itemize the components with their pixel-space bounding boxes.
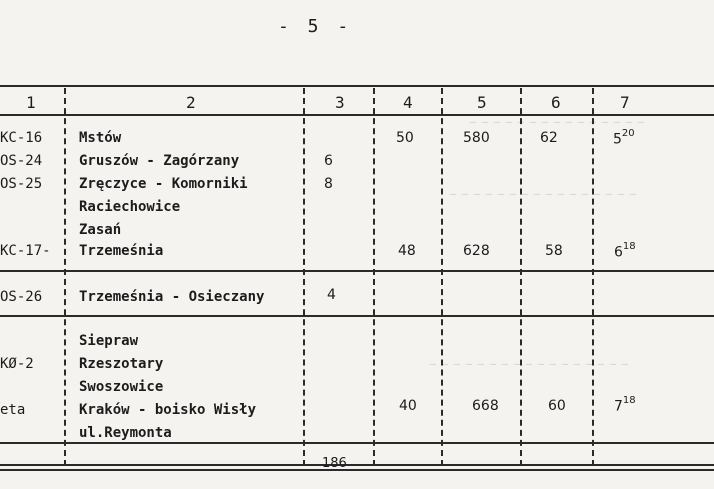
double-rule-top bbox=[0, 464, 714, 466]
cell-col6: 58 bbox=[545, 243, 563, 259]
column-header: 4 bbox=[403, 93, 413, 112]
row-name: Raciechowice bbox=[79, 199, 181, 215]
row-code: OS-26 bbox=[0, 289, 43, 305]
row-name: Zręczyce - Komorniki bbox=[79, 176, 248, 192]
bleed-through-text: — — — — — — — — — — — — — — — — — bbox=[430, 360, 629, 371]
row-code: KC-17- bbox=[0, 243, 51, 259]
row-name: ul.Reymonta bbox=[79, 425, 172, 441]
cell-col4: 48 bbox=[398, 243, 416, 259]
column-header: 7 bbox=[620, 93, 630, 112]
cell-col7: $7^{18}$ bbox=[614, 395, 636, 415]
row-name: Mstów bbox=[79, 130, 122, 146]
header-rule bbox=[0, 114, 714, 116]
row-name: Trzemeśnia - Osieczany bbox=[79, 289, 265, 305]
row-name: Siepraw bbox=[79, 333, 139, 349]
table-top-rule bbox=[0, 85, 714, 87]
column-separator bbox=[64, 88, 66, 466]
cell-col4: 40 bbox=[399, 398, 417, 414]
cell-col3: 4 bbox=[327, 287, 336, 303]
cell-col3: 6 bbox=[324, 153, 333, 169]
cell-col5: 668 bbox=[472, 398, 499, 414]
row-name: Swoszowice bbox=[79, 379, 164, 395]
row-name: Kraków - boisko Wisły bbox=[79, 402, 257, 418]
column-separator bbox=[441, 88, 443, 466]
cell-col5: 580 bbox=[463, 130, 490, 146]
cell-col5: 628 bbox=[463, 243, 490, 259]
row-code: eta bbox=[0, 402, 26, 418]
cell-col3: 8 bbox=[324, 176, 333, 192]
row-name: Gruszów - Zagórzany bbox=[79, 153, 240, 169]
column-header: 5 bbox=[477, 93, 487, 112]
cell-col6: 60 bbox=[548, 398, 566, 414]
column-separator bbox=[592, 88, 594, 466]
row-code: KC-16 bbox=[0, 130, 43, 146]
row-name: Zasań bbox=[79, 222, 122, 238]
cell-col7: $6^{18}$ bbox=[614, 241, 636, 261]
bleed-through-text: — — — — — — — — — — — — — — — bbox=[470, 118, 645, 129]
cell-col7: $5^{20}$ bbox=[613, 128, 635, 148]
bleed-through-text: — — — — — — — — — — — — — — — — bbox=[450, 190, 637, 201]
double-rule-bottom bbox=[0, 469, 714, 471]
total-col3: 186 bbox=[322, 456, 347, 471]
column-separator bbox=[373, 88, 375, 466]
row-code: KØ-2 bbox=[0, 356, 34, 372]
cell-col4: 50 bbox=[396, 130, 414, 146]
column-header: 2 bbox=[186, 93, 196, 112]
row-name: Rzeszotary bbox=[79, 356, 164, 372]
row-name: Trzemeśnia bbox=[79, 243, 164, 259]
row-group-rule bbox=[0, 315, 714, 317]
column-separator bbox=[520, 88, 522, 466]
column-header: 6 bbox=[551, 93, 561, 112]
row-group-rule bbox=[0, 270, 714, 272]
column-separator bbox=[303, 88, 305, 466]
column-header: 1 bbox=[26, 93, 36, 112]
row-code: OS-25 bbox=[0, 176, 43, 192]
total-rule bbox=[0, 442, 714, 444]
cell-col6: 62 bbox=[540, 130, 558, 146]
page-number: - 5 - bbox=[278, 16, 353, 37]
column-header: 3 bbox=[335, 93, 345, 112]
row-code: OS-24 bbox=[0, 153, 43, 169]
